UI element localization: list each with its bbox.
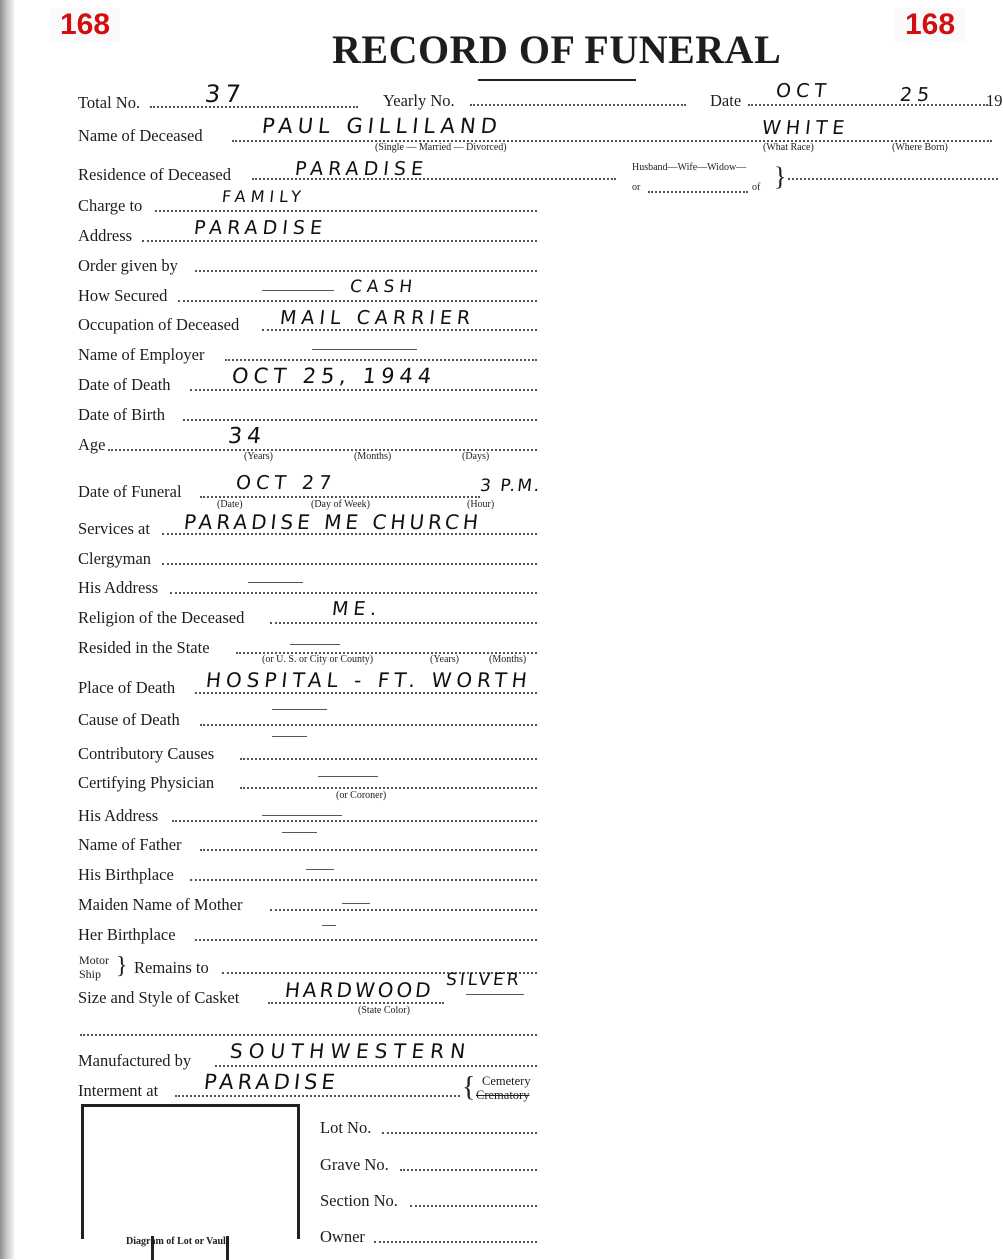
field-line [190, 389, 537, 391]
field-dash [290, 644, 340, 645]
field-label: Place of Death [78, 678, 176, 697]
grave-no-line [400, 1169, 537, 1171]
field-label: Date of Funeral [78, 482, 182, 501]
field-label: Charge to [78, 196, 143, 215]
field-line [200, 724, 537, 726]
total-no-value: 37 [203, 80, 248, 108]
field-value: MAIL CARRIER [278, 307, 477, 329]
spouse-label: Husband—Wife—Widow— [632, 162, 747, 173]
field-value: PARADISE [202, 1070, 341, 1094]
section-no-line [410, 1205, 537, 1207]
field-label: Name of Employer [78, 345, 205, 364]
field-value: OCT 27 [234, 472, 338, 494]
total-no-label: Total No. [78, 93, 141, 112]
field-dash [262, 290, 334, 291]
lot-diagram-box [81, 1104, 300, 1239]
page-number-left: 168 [50, 8, 120, 42]
field-label: Manufactured by [78, 1051, 192, 1070]
resided-hint-place: (or U. S. or City or County) [262, 654, 374, 665]
field-dash [262, 815, 342, 816]
field-line [215, 1065, 537, 1067]
funeral-hint-date: (Date) [217, 499, 243, 510]
field-line [195, 270, 537, 272]
lot-no-line [382, 1132, 537, 1134]
field-label: Name of Father [78, 835, 182, 854]
field-line-blank [80, 1034, 537, 1036]
owner-label: Owner [320, 1227, 365, 1246]
field-value: 34 [226, 424, 268, 449]
casket-color-underline [466, 994, 524, 995]
physician-hint: (or Coroner) [336, 790, 387, 801]
grave-no-label: Grave No. [320, 1155, 389, 1174]
field-value: PARADISE [192, 217, 329, 239]
spouse-or-line [648, 191, 748, 193]
date-month-value: OCT [774, 80, 832, 102]
field-line [155, 210, 537, 212]
field-line [268, 1002, 444, 1004]
field-line [178, 300, 537, 302]
residence-label: Residence of Deceased [78, 165, 232, 184]
casket-color-hint: (State Color) [358, 1005, 410, 1016]
spouse-or: or [632, 182, 641, 193]
field-dash [282, 832, 317, 833]
field-label: Certifying Physician [78, 773, 215, 792]
date-label: Date [710, 91, 742, 110]
born-hint: (Where Born) [892, 142, 948, 153]
field-value: SOUTHWESTERN [228, 1039, 473, 1063]
year-prefix: 19 [986, 91, 1003, 110]
field-value: OCT 25, 1944 [230, 364, 438, 388]
field-dash [272, 736, 307, 737]
field-value: PARADISE ME CHURCH [182, 510, 484, 534]
age-hint-months: (Months) [354, 451, 392, 462]
field-line [240, 787, 537, 789]
field-value: HOSPITAL - FT. WORTH [204, 668, 534, 692]
resided-hint-years: (Years) [430, 654, 459, 665]
field-label: Address [78, 226, 133, 245]
spouse-line [788, 178, 998, 180]
field-label: Maiden Name of Mother [78, 895, 243, 914]
field-label: His Address [78, 578, 159, 597]
diagram-caption: Diagram of Lot or Vault [126, 1236, 230, 1247]
funeral-hint-day: (Day of Week) [311, 499, 370, 510]
remains-brace: } [116, 953, 128, 979]
field-label: Her Birthplace [78, 925, 176, 944]
funeral-hint-hour: (Hour) [467, 499, 495, 510]
field-dash [306, 869, 334, 870]
field-label: Clergyman [78, 549, 152, 568]
race-value: WHITE [760, 117, 851, 139]
age-hint-days: (Days) [462, 451, 490, 462]
field-line [240, 758, 537, 760]
name-line [232, 140, 992, 142]
field-line [142, 240, 537, 242]
field-line [172, 820, 537, 822]
field-line [162, 563, 537, 565]
field-label: Cause of Death [78, 710, 180, 729]
field-line [262, 329, 537, 331]
field-dash [318, 776, 378, 777]
field-dash [322, 925, 336, 926]
field-line [200, 849, 537, 851]
field-label: Remains to [134, 958, 209, 977]
field-label: Age [78, 435, 106, 454]
field-label: Order given by [78, 256, 178, 275]
crematory-label: Crematory [476, 1088, 530, 1102]
field-label: How Secured [78, 286, 168, 305]
field-line [190, 879, 537, 881]
yearly-no-line [470, 104, 686, 106]
field-label: Religion of the Deceased [78, 608, 245, 627]
field-line [170, 592, 537, 594]
field-line [270, 909, 537, 911]
field-dash [312, 349, 417, 350]
field-label: Resided in the State [78, 638, 210, 657]
age-hint-years: (Years) [244, 451, 273, 462]
spouse-brace: } [774, 162, 787, 191]
title-rule [478, 79, 636, 81]
resided-hint-months: (Months) [489, 654, 527, 665]
field-dash [272, 709, 327, 710]
lot-no-label: Lot No. [320, 1118, 372, 1137]
form-title: RECORD OF FUNERAL [332, 27, 782, 72]
field-line [175, 1095, 460, 1097]
field-value: ME. [330, 598, 383, 620]
field-line [183, 419, 537, 421]
field-line [195, 692, 537, 694]
field-label: His Birthplace [78, 865, 174, 884]
yearly-no-label: Yearly No. [383, 91, 455, 110]
field-label: Date of Death [78, 375, 171, 394]
field-label: Services at [78, 519, 150, 538]
field-line [270, 622, 537, 624]
field-label: Date of Birth [78, 405, 166, 424]
interment-brace: { [462, 1072, 476, 1103]
funeral-hour-value: 3 P.M. [478, 476, 543, 496]
field-dash [248, 582, 303, 583]
spouse-of: of [752, 182, 761, 193]
section-no-label: Section No. [320, 1191, 398, 1210]
residence-value: PARADISE [293, 158, 430, 180]
field-label: Occupation of Deceased [78, 315, 240, 334]
date-line [748, 104, 988, 106]
field-label: His Address [78, 806, 159, 825]
name-label: Name of Deceased [78, 126, 203, 145]
total-no-line [150, 106, 358, 108]
date-day-value: 25 [898, 84, 936, 106]
field-line [225, 359, 537, 361]
field-dash [342, 903, 370, 904]
owner-line [374, 1241, 537, 1243]
ship-label: Ship [79, 967, 102, 981]
field-value: HARDWOOD [283, 978, 435, 1002]
race-hint: (What Race) [763, 142, 814, 153]
name-value: PAUL GILLILAND [260, 114, 504, 138]
field-value: CASH [348, 277, 419, 297]
status-hint: (Single — Married — Divorced) [375, 142, 507, 153]
motor-label: Motor [79, 953, 109, 967]
casket-color-value: SILVER [444, 970, 523, 990]
field-label: Size and Style of Casket [78, 988, 240, 1007]
field-line [200, 496, 480, 498]
field-line [195, 939, 537, 941]
page-binding-edge [0, 0, 14, 1259]
field-label: Interment at [78, 1081, 159, 1100]
cemetery-label: Cemetery [482, 1074, 531, 1088]
field-value: FAMILY [221, 187, 307, 206]
page-number-right: 168 [895, 8, 965, 42]
field-label: Contributory Causes [78, 744, 215, 763]
